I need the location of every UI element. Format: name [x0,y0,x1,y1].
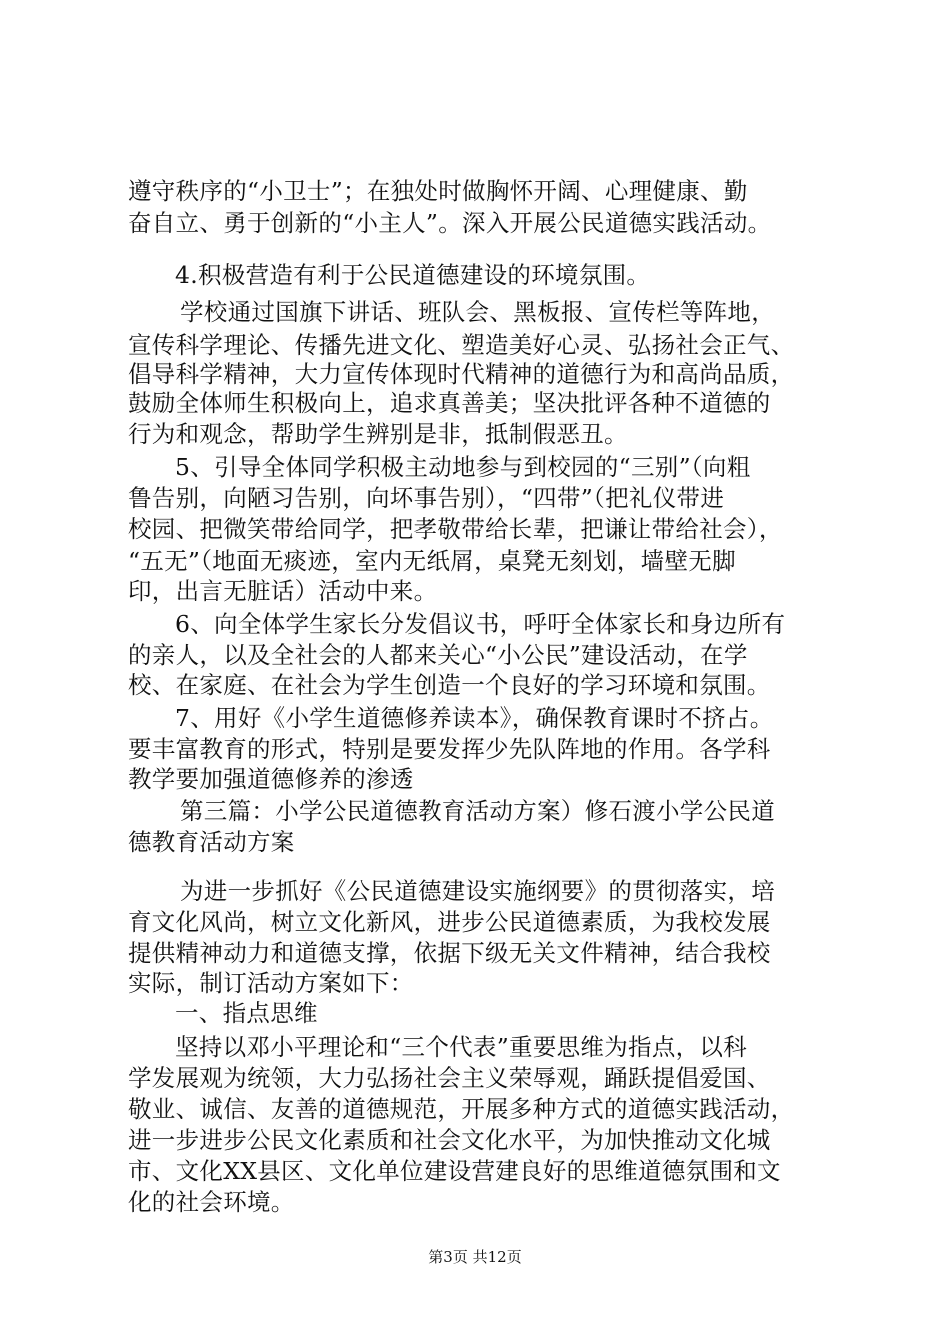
text-line: 行为和观念，帮助学生辨别是非，抵制假恶丑。 [128,420,628,448]
text-line: 学发展观为统领，大力弘扬社会主义荣辱观，踊跃提倡爱国、 [128,1064,771,1092]
text-line: 育文化风尚，树立文化新风，进步公民道德素质，为我校发展 [128,908,771,936]
text-line: 奋自立、勇于创新的“小主人”。深入开展公民道德实践活动。 [128,209,772,237]
text-line: 敬业、诚信、友善的道德规范，开展多种方式的道德实践活动， [128,1095,795,1123]
text-line: 坚持以邓小平理论和“三个代表”重要思维为指点，以科 [175,1033,748,1061]
text-line: 遵守秩序的“小卫士”；在独处时做胸怀开阔、心理健康、勤 [128,177,748,205]
text-line: 6、向全体学生家长分发倡议书，呼吁全体家长和身边所有 [175,610,786,638]
chapter-heading: 第三篇：小学公民道德教育活动方案）修石渡小学公民道 [180,797,775,825]
text-line: 印，出言无脏话）活动中来。 [128,577,438,605]
text-line: 5、引导全体同学积极主动地参与到校园的“三别”（向粗 [175,453,751,481]
text-line: 7、用好《小学生道德修养读本》，确保教育课时不挤占。 [175,704,774,732]
text-line: 宣传科学理论、传播先进文化、塑造美好心灵、弘扬社会正气、 [128,331,795,359]
text-line: 进一步进步公民文化素质和社会文化水平，为加快推动文化城 [128,1126,771,1154]
text-line: 提供精神动力和道德支撑，依据下级无关文件精神，结合我校 [128,939,771,967]
text-line: 化的社会环境。 [128,1188,295,1216]
text-line: “五无”（地面无痰迹，室内无纸屑，桌凳无刻划，墙壁无脚 [128,547,736,575]
page-number-footer: 第3页 共12页 [428,1248,522,1266]
text-line: 校、在家庭、在社会为学生创造一个良好的学习环境和氛围。 [128,671,771,699]
text-line: 的亲人，以及全社会的人都来关心“小公民”建设活动，在学 [128,641,748,669]
section-heading: 一、指点思维 [175,999,318,1027]
text-line: 鲁告别，向陋习告别，向坏事告别），“四带”（把礼仪带进 [128,484,725,512]
text-line: 为进一步抓好《公民道德建设实施纲要》的贯彻落实，培 [180,877,775,905]
text-line: 市、文化XX县区、文化单位建设营建良好的思维道德氛围和文 [128,1157,781,1185]
chapter-heading: 德教育活动方案 [128,828,295,856]
text-line: 要丰富教育的形式，特别是要发挥少先队阵地的作用。各学科 [128,735,771,763]
text-line: 倡导科学精神，大力宣传体现时代精神的道德行为和高尚品质， [128,360,795,388]
section-heading: 4.积极营造有利于公民道德建设的环境氛围。 [175,261,651,289]
text-line: 校园、把微笑带给同学，把孝敬带给长辈，把谦让带给社会）， [128,515,783,543]
text-line: 学校通过国旗下讲话、班队会、黑板报、宣传栏等阵地， [180,298,775,326]
text-line: 教学要加强道德修养的渗透 [128,765,414,793]
text-line: 实际，制订活动方案如下： [128,969,414,997]
text-line: 鼓励全体师生积极向上，追求真善美；坚决批评各种不道德的 [128,389,771,417]
